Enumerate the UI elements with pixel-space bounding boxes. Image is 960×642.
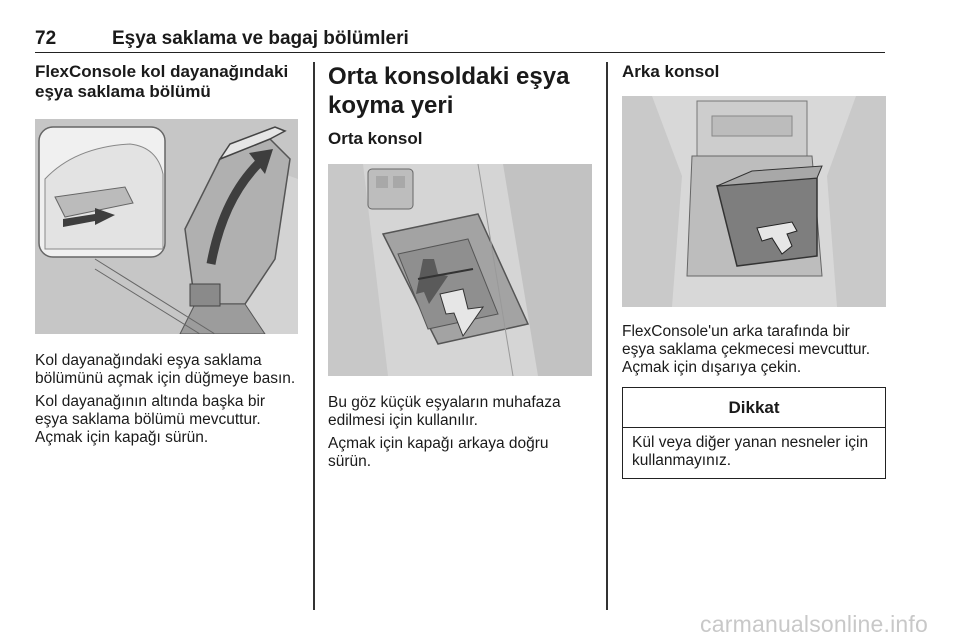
subsection-heading: Orta konsol <box>328 129 423 148</box>
paragraph: Bu göz küçük eşyaların muhafaza edilmesi için kullanılır. <box>328 394 561 429</box>
paragraph: Kol dayanağındaki eşya saklama bölümünü açmak için düğmeye basın. <box>35 352 296 387</box>
chapter-title: Eşya saklama ve bagaj bölümleri <box>112 28 409 49</box>
column-divider <box>313 62 315 610</box>
watermark: carmanualsonline.info <box>700 611 928 637</box>
caution-title: Dikkat <box>623 388 885 428</box>
section-heading: Orta konsoldaki eşya koyma yeri <box>328 63 570 119</box>
column-flexconsole <box>35 62 298 447</box>
armrest-storage-illustration <box>35 119 298 334</box>
page-header <box>35 28 885 53</box>
center-console-illustration <box>328 164 592 376</box>
rear-console-illustration <box>622 96 886 307</box>
column-divider <box>606 62 608 610</box>
caution-box <box>622 387 886 479</box>
column-center-console <box>328 62 592 471</box>
section-heading: Arka konsol <box>622 62 720 81</box>
paragraph: FlexConsole'un arka tarafında bir eşya saklama çekmecesi mevcuttur. Açmak için dışarıya çekin. <box>622 323 871 376</box>
caution-text: Kül veya diğer yanan nesneler için kullanmayınız. <box>632 434 869 469</box>
paragraph: Açmak için kapağı arkaya doğru sürün. <box>328 435 549 470</box>
column-rear-console <box>622 62 886 479</box>
section-heading: FlexConsole kol dayanağındaki eşya saklama bölümü <box>35 62 289 101</box>
paragraph: Kol dayanağının altında başka bir eşya saklama bölümü mevcuttur. Açmak için kapağı sürün. <box>35 393 266 446</box>
page-number: 72 <box>35 28 57 49</box>
